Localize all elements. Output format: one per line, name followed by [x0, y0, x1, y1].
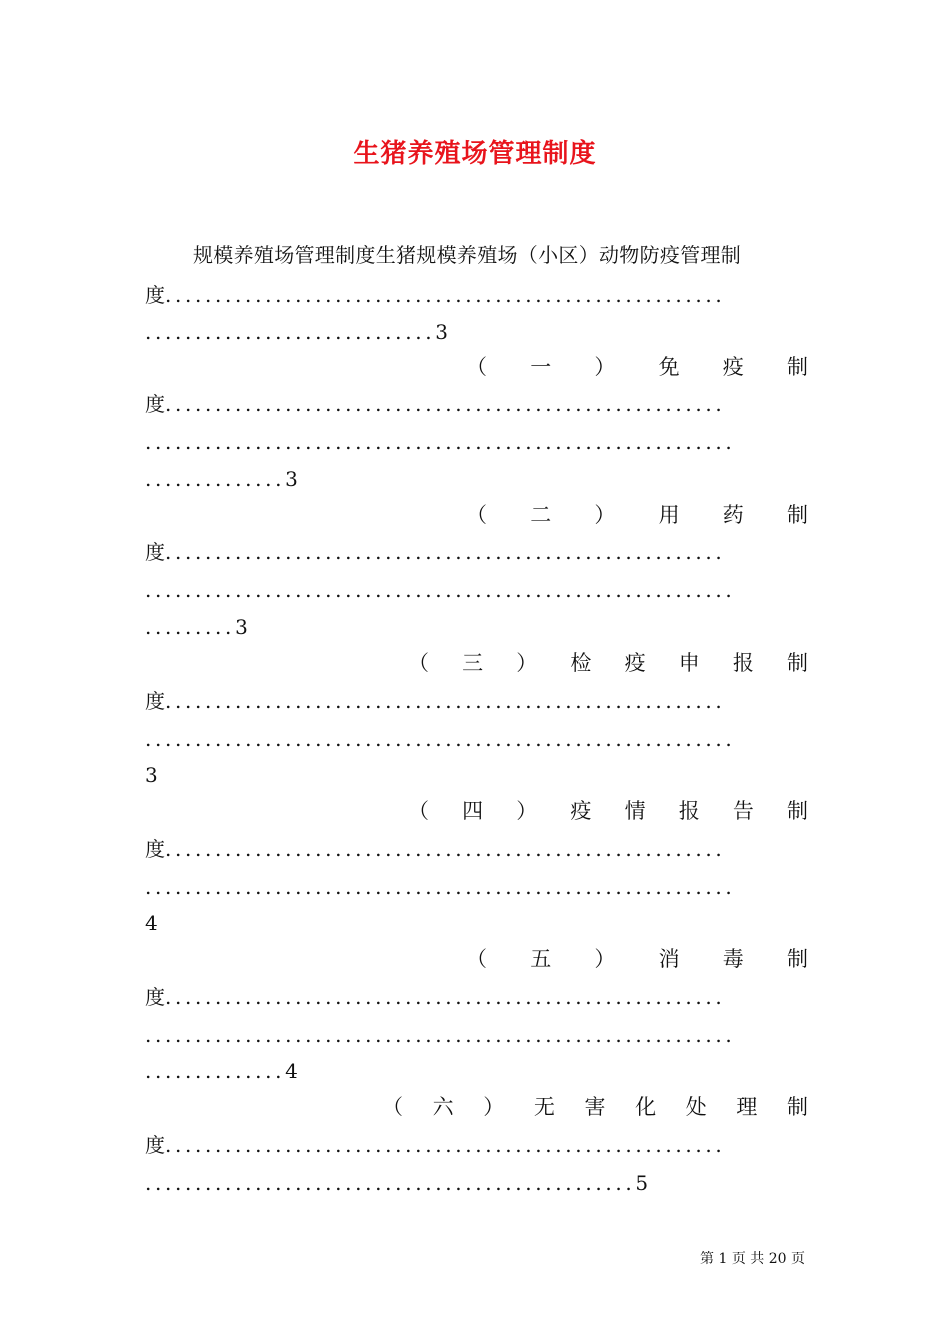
intro-text: 规模养殖场管理制度生猪规模养殖场（小区）动物防疫管理制 [193, 243, 742, 267]
toc-leader: ........................................................... [145, 875, 736, 899]
toc-page-number: 5 [635, 1171, 649, 1195]
intro-leader-2: .............................3 [145, 320, 448, 344]
toc-leader: .................................................5 [145, 1171, 649, 1195]
toc-leader: .........3 [145, 615, 248, 639]
page-footer: 第 1 页 共 20 页 [700, 1251, 805, 1267]
toc-leader: 度........................................................ [145, 689, 726, 713]
toc-heading-5: （ 五 ） 消 毒 制 [466, 947, 808, 971]
intro-page-number: 3 [435, 320, 448, 344]
toc-page-number: 3 [145, 763, 158, 787]
toc-leader: ........................................................... [145, 578, 736, 602]
toc-leader: 度........................................................ [145, 392, 726, 416]
toc-heading-2: （ 二 ） 用 药 制 [466, 503, 808, 527]
toc-leader: ..............3 [145, 467, 298, 491]
toc-leader: 度........................................................ [145, 837, 726, 861]
toc-leader: ........................................................... [145, 1023, 736, 1047]
toc-leader: 度........................................................ [145, 1133, 726, 1157]
toc-leader: ..............4 [145, 1059, 298, 1083]
toc-leader: ........................................................... [145, 430, 736, 454]
toc-heading-4: （ 四 ） 疫 情 报 告 制 [408, 799, 808, 823]
toc-page-number: 4 [145, 911, 158, 935]
toc-heading-1: （ 一 ） 免 疫 制 [466, 355, 808, 379]
toc-page-number: 4 [285, 1059, 298, 1083]
toc-heading-3: （ 三 ） 检 疫 申 报 制 [408, 651, 808, 675]
toc-leader: ........................................................... [145, 727, 736, 751]
toc-page-number: 3 [235, 615, 248, 639]
intro-leader-1: 度........................................................ [145, 283, 726, 307]
toc-page-number: 3 [285, 467, 298, 491]
toc-leader: 度........................................................ [145, 540, 726, 564]
toc-leader: 度........................................................ [145, 985, 726, 1009]
toc-heading-6: （ 六 ） 无 害 化 处 理 制 [382, 1095, 808, 1119]
document-title: 生猪养殖场管理制度 [353, 139, 597, 169]
